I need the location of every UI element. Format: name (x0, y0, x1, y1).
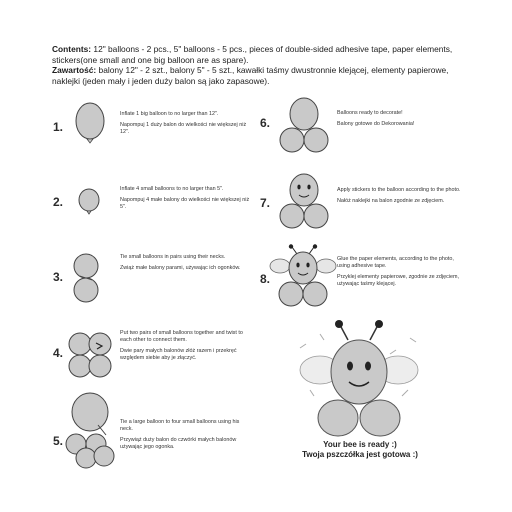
step-5-polish: Przywiąż duży balon do czwórki małych balonów używając jego ogonka. (120, 437, 237, 450)
step-8-bee-illustration (268, 244, 338, 310)
step-5-text (120, 419, 252, 455)
contents-polish (52, 65, 472, 86)
contents-block (52, 44, 472, 86)
step-2-polish: Napompuj 4 małe balony do wielkości nie większej niż 5". (120, 197, 250, 210)
step-8-text (337, 256, 467, 292)
step-6-number: 6. (260, 116, 271, 130)
step-1-text (120, 111, 252, 140)
final-polish: Twoja pszczółka jest gotowa :) (302, 450, 418, 459)
step-6-english: Balloons ready to decorate! (337, 110, 403, 116)
contents-label: Contents: (52, 44, 92, 54)
step-3-balloon-illustration (66, 252, 106, 306)
zawartosc-text: balony 12" - 2 szt., balony 5" - 5 szt., kawałki taśmy dwustronnie klejącej, elementy papierowe, naklejki (jeden mały i jeden duży balon są jako zapasowe). (52, 65, 449, 86)
step-7-polish: Nałóż naklejki na balon zgodnie ze zdjęciem. (337, 198, 445, 204)
step-4-english: Put two pairs of small balloons together and twist to each other to connect them. (120, 330, 243, 343)
zawartosc-label: Zawartość: (52, 65, 97, 76)
step-2-number: 2. (53, 195, 64, 209)
step-4-balloon-illustration (66, 330, 116, 382)
step-1-english: Inflate 1 big balloon to no larger than 12". (120, 111, 219, 117)
contents-english (52, 44, 472, 65)
step-1-balloon-illustration (70, 100, 110, 150)
step-4-polish: Dwie pary małych balonów złóż razem i przekręć względem siebie aby je złączyć. (120, 348, 237, 361)
step-7-text (337, 187, 467, 209)
final-caption (290, 440, 430, 460)
step-8-english: Glue the paper elements, according to the photo, using adhesive tape. (337, 256, 454, 269)
step-6-balloon-illustration (276, 96, 332, 158)
step-4-number: 4. (53, 346, 64, 360)
step-1-number: 1. (53, 120, 64, 134)
final-english: Your bee is ready :) (323, 440, 397, 449)
step-3-english: Tie small balloons in pairs using their necks. (120, 254, 226, 260)
step-8-number: 8. (260, 272, 271, 286)
step-5-number: 5. (53, 434, 64, 448)
step-3-number: 3. (53, 270, 64, 284)
step-5-balloon-illustration (64, 392, 120, 472)
step-7-english: Apply stickers to the balloon according to the photo. (337, 187, 461, 193)
step-3-polish: Zwiąż małe balony parami, używając ich ogonków. (120, 265, 241, 271)
step-7-number: 7. (260, 196, 271, 210)
contents-text: 12" balloons - 2 pcs., 5" balloons - 5 pcs., pieces of double-sided adhesive tape, paper elements, stickers(one small and one big balloon are as spare). (52, 44, 453, 65)
step-3-text (120, 254, 252, 276)
step-2-english: Inflate 4 small balloons to no larger than 5". (120, 186, 224, 192)
step-2-text (120, 186, 252, 215)
finished-bee-illustration (290, 320, 430, 440)
step-4-text (120, 330, 252, 366)
step-6-polish: Balony gotowe do Dekorowania! (337, 121, 415, 127)
step-6-text (337, 110, 467, 132)
step-2-balloon-illustration (76, 188, 106, 218)
step-5-english: Tie a large balloon to four small balloons using his neck. (120, 419, 240, 432)
step-8-polish: Przyklej elementy papierowe, zgodnie ze zdjęciem, używając taśmy klejącej. (337, 274, 459, 287)
step-1-polish: Napompuj 1 duży balon do wielkości nie większej niż 12". (120, 122, 247, 135)
step-7-balloon-illustration (276, 172, 332, 234)
